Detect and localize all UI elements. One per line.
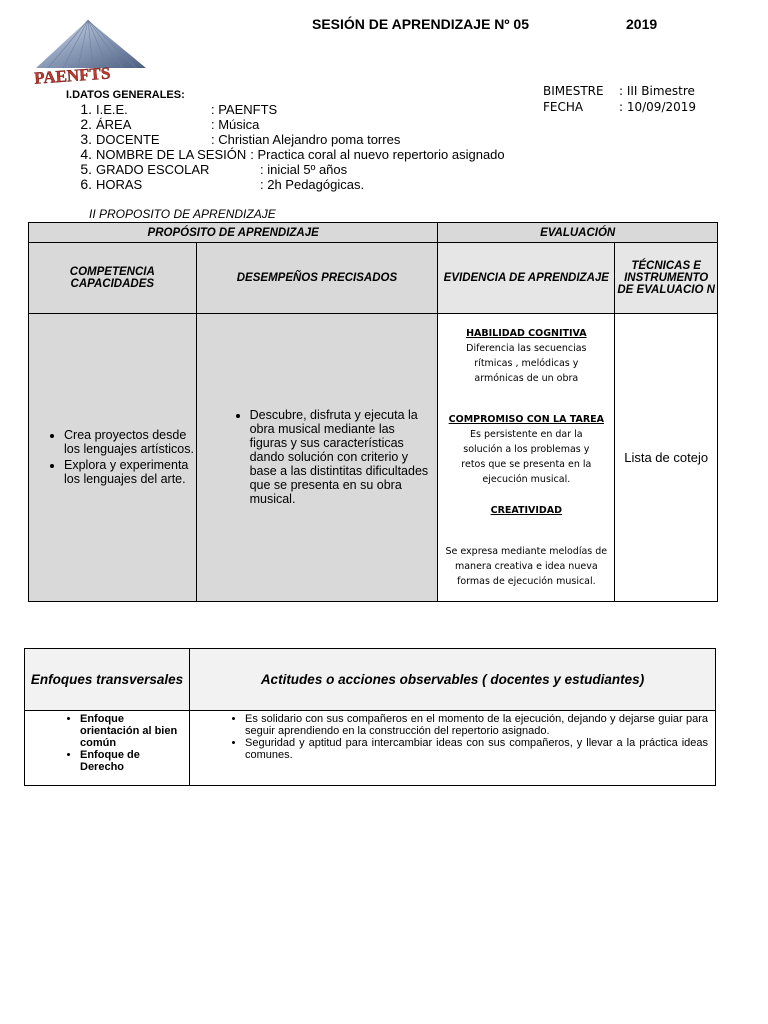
evaluation-header: EVALUACIÓN bbox=[438, 223, 718, 243]
enfoque-item: • Enfoque de Derecho bbox=[80, 749, 184, 773]
actitud-item: • Seguridad y aptitud para intercambiar ideas con sus compañeros, y llevar a la práctica ideas comunes. bbox=[245, 737, 708, 761]
general-item: 5. GRADO ESCOLAR : inicial 5º años bbox=[80, 161, 348, 177]
instrument-cell: Lista de cotejo bbox=[615, 314, 718, 602]
actitudes-cell bbox=[190, 711, 716, 786]
school-logo bbox=[28, 18, 158, 88]
general-item: 6. HORAS : 2h Pedagógicas. bbox=[80, 176, 365, 192]
purpose-table bbox=[28, 222, 718, 602]
session-meta bbox=[543, 83, 696, 115]
page-title: SESIÓN DE APRENDIZAJE Nº 05 bbox=[312, 16, 529, 32]
evidencias-cell bbox=[438, 314, 615, 602]
logo-text: PAENFTS bbox=[33, 63, 111, 88]
competencias-cell bbox=[29, 314, 197, 602]
desempenos-header: DESEMPEÑOS PRECISADOS bbox=[196, 243, 438, 314]
enfoques-cell bbox=[25, 711, 190, 786]
competencia-header: COMPETENCIA CAPACIDADES bbox=[29, 243, 197, 314]
general-data-heading: I.DATOS GENERALES: bbox=[66, 89, 185, 101]
evidence-title: CREATIVIDAD bbox=[490, 505, 563, 516]
enfoque-item: • Enfoque orientación al bien común bbox=[80, 713, 184, 749]
session-year: 2019 bbox=[626, 16, 658, 32]
evidence-text: Se expresa mediante melodías de manera creativa e idea nueva formas de ejecución musical. bbox=[445, 546, 608, 587]
evidence-title: COMPROMISO CON LA TAREA bbox=[448, 414, 604, 425]
evidence-text: Es persistente en dar la solución a los problemas y retos que se presenta en la ejecución musical. bbox=[461, 429, 592, 485]
actitud-item: • Es solidario con sus compañeros en el momento de la ejecución, dejando y dejarse guiar para seguir aprendiendo en la construcción del repertorio asignado. bbox=[245, 713, 708, 737]
tecnicas-header: TÉCNICAS E INSTRUMENTO DE EVALUACIO N bbox=[615, 243, 718, 314]
meta-label: FECHA bbox=[543, 100, 584, 114]
competencia-item: • Explora y experimenta los lenguajes del arte. bbox=[64, 458, 195, 486]
meta-value: : 10/09/2019 bbox=[619, 100, 697, 114]
evidencia-header: EVIDENCIA DE APRENDIZAJE bbox=[438, 243, 615, 314]
meta-label: BIMESTRE bbox=[543, 84, 604, 98]
enfoques-table bbox=[24, 648, 716, 786]
desempenos-cell bbox=[196, 314, 438, 602]
general-item: 1. I.E.E. : PAENFTS bbox=[80, 101, 278, 117]
competencia-item: • Crea proyectos desde los lenguajes artísticos. bbox=[64, 428, 195, 456]
meta-value: : III Bimestre bbox=[619, 84, 695, 98]
evidence-text: Diferencia las secuencias rítmicas , melódicas y armónicas de un obra bbox=[466, 343, 587, 384]
desempeno-item: • Descubre, disfruta y ejecuta la obra musical mediante las figuras y sus características dando solución con criterio y base a las distintitas dificultades que se presenta en su obra musical. bbox=[250, 408, 431, 506]
general-item: 2. ÁREA : Música bbox=[80, 116, 260, 132]
general-item: 3. DOCENTE : Christian Alejandro poma torres bbox=[80, 131, 401, 147]
evidence-title: HABILIDAD COGNITIVA bbox=[466, 328, 587, 339]
purpose-header: PROPÓSITO DE APRENDIZAJE bbox=[29, 223, 438, 243]
purpose-section-title: II PROPOSITO DE APRENDIZAJE bbox=[89, 207, 276, 221]
general-item: 4. NOMBRE DE LA SESIÓN : Practica coral al nuevo repertorio asignado bbox=[80, 146, 505, 162]
actitudes-header: Actitudes o acciones observables ( docentes y estudiantes) bbox=[190, 649, 716, 711]
enfoques-header: Enfoques transversales bbox=[25, 649, 190, 711]
general-data-list bbox=[72, 102, 505, 192]
